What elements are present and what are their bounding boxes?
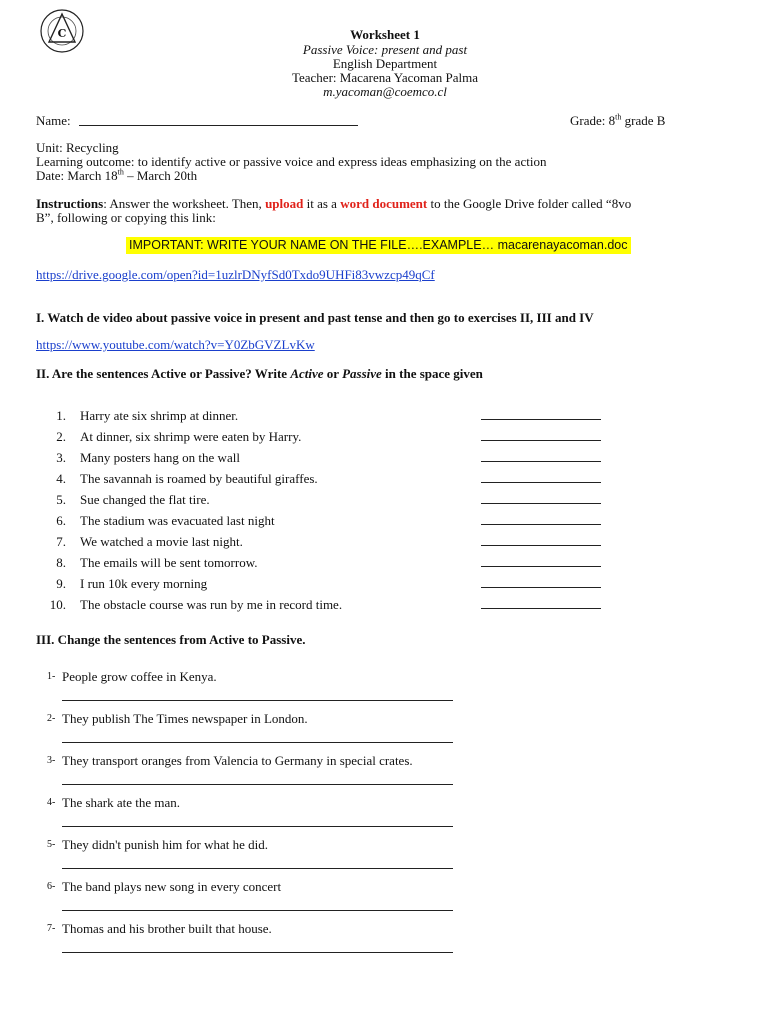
teacher-name: Teacher: Macarena Yacoman Palma xyxy=(291,70,479,85)
answer-blank[interactable] xyxy=(481,440,601,441)
worksheet-page: C Worksheet 1 Passive Voice: present and past English Department Teacher: Macarena Yacoman Palma m.yacoman@coemco.cl Name: Grade: 8th grade B Unit: Recycling Learning outcome: to identify active or passive voice and express ideas emphasizing on the action Date: March 18th – March 20th Instructions: Answer the worksheet. Then, upload it as a word document to the Google Drive folder called “8vo B”, following or copying this link: IMPORTANT: WRITE YOUR NAME ON THE FILE….EXAMPLE… macarenayacoman.doc https://drive.google.com/open?id=1uzlrDNyfSd0Txdo9UHFi83vwzcp49qCf I. Watch de video about passive voice in present and past tense and then go to exercises II, III and IV https://www.youtube.com/watch?v=Y0ZbGVZLvKw II. Are the sentences Active or Passive? Write Active or Passive in the space given 1. Harry ate six shrimp at dinner. 2. At dinner, six shrimp were eaten by Harry. 3. Many posters hang on the wall 4. The savannah is roamed by beautiful giraffes. 5. Sue changed the flat tire. 6. The stadium was evacuated last night 7. We watched a movie last night. 8. The emails will be sent tomorrow. 9. I run 10k every morning 10. The obstacle course was run by me in record time. III. Change the sentences from Active to Passive. 1- People grow coffee in Kenya. 2- They publish The Times newspaper in London. 3- They transport oranges from Valencia to Germany in special crates. 4- The shark ate the man. 5- They didn't punish him for what he did. 6- The band plays new song in every concert 7- Thomas and his brother built that house. xyxy=(0,0,770,1024)
department: English Department xyxy=(332,56,438,71)
answer-blank[interactable] xyxy=(481,566,601,567)
answer-line[interactable] xyxy=(62,868,453,869)
worksheet-subtitle: Passive Voice: present and past xyxy=(302,42,468,57)
important-notice: IMPORTANT: WRITE YOUR NAME ON THE FILE….EXAMPLE… macarenayacoman.doc xyxy=(126,237,631,254)
answer-blank[interactable] xyxy=(481,608,601,609)
instructions-line-2: B”, following or copying this link: xyxy=(36,210,216,225)
instructions-line-1: Instructions: Answer the worksheet. Then, upload it as a word document to the Google Drive folder called “8vo xyxy=(36,196,632,211)
answer-line[interactable] xyxy=(62,742,453,743)
answer-blank[interactable] xyxy=(481,419,601,420)
worksheet-title: Worksheet 1 xyxy=(350,27,420,42)
answer-line[interactable] xyxy=(62,826,453,827)
section-3-heading: III. Change the sentences from Active to Passive. xyxy=(36,632,306,647)
answer-line[interactable] xyxy=(62,700,453,701)
answer-line[interactable] xyxy=(62,910,453,911)
answer-line[interactable] xyxy=(62,952,453,953)
grade-label: Grade: 8th grade B xyxy=(570,112,666,128)
unit: Unit: Recycling xyxy=(36,140,119,155)
answer-blank[interactable] xyxy=(481,461,601,462)
drive-link[interactable]: https://drive.google.com/open?id=1uzlrDNyfSd0Txdo9UHFi83vwzcp49qCf xyxy=(36,267,435,282)
answer-blank[interactable] xyxy=(481,545,601,546)
answer-blank[interactable] xyxy=(481,482,601,483)
section-2-heading: II. Are the sentences Active or Passive? Write Active or Passive in the space given xyxy=(36,366,483,381)
name-label: Name: xyxy=(36,113,71,128)
name-field[interactable] xyxy=(79,125,358,126)
answer-blank[interactable] xyxy=(481,524,601,525)
answer-blank[interactable] xyxy=(481,587,601,588)
section-1-heading: I. Watch de video about passive voice in present and past tense and then go to exercises II, III and IV xyxy=(36,310,594,325)
answer-line[interactable] xyxy=(62,784,453,785)
learning-outcome: Learning outcome: to identify active or passive voice and express ideas emphasizing on the action xyxy=(36,154,547,169)
logo-letter: C xyxy=(57,27,67,40)
teacher-email: m.yacoman@coemco.cl xyxy=(323,84,447,99)
answer-blank[interactable] xyxy=(481,503,601,504)
youtube-link[interactable]: https://www.youtube.com/watch?v=Y0ZbGVZLvKw xyxy=(36,337,315,352)
date: Date: March 18th – March 20th xyxy=(36,167,198,183)
